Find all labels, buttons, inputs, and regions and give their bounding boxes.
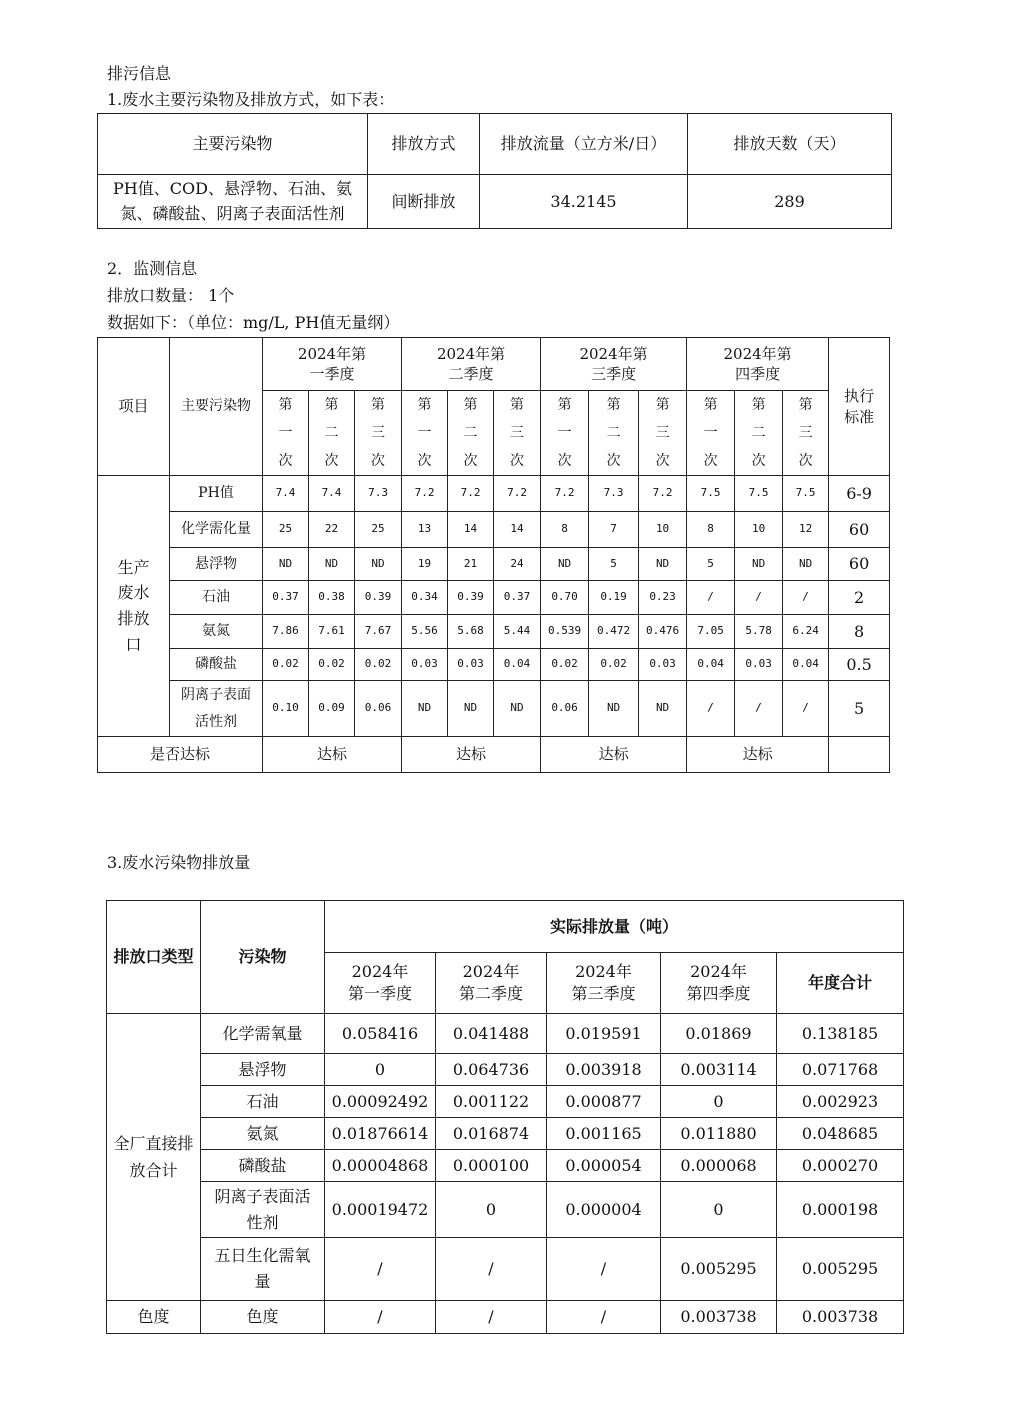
value-cell: 7.5 [735, 476, 783, 512]
header-time-q4-2: 第二次 [735, 391, 783, 476]
pollutant-name: 磷酸盐 [170, 649, 263, 681]
value-cell: / [547, 1238, 661, 1301]
cell-flow: 34.2145 [480, 175, 688, 229]
value-cell: ND [494, 681, 541, 737]
value-cell: 5.78 [735, 615, 783, 649]
header-time-q3-1: 第一次 [541, 391, 589, 476]
standard-cell: 60 [829, 548, 890, 581]
header-item: 项目 [98, 338, 170, 476]
compliance-q1: 达标 [263, 737, 402, 773]
value-cell: 6.24 [783, 615, 829, 649]
table-row [107, 1150, 904, 1182]
value-cell: 0 [325, 1054, 436, 1086]
value-cell: 0.000054 [547, 1150, 661, 1182]
header-annual-total: 年度合计 [777, 953, 904, 1014]
standard-cell: 60 [829, 512, 890, 548]
value-cell: 14 [494, 512, 541, 548]
header-time-q1-2: 第二次 [309, 391, 355, 476]
pollutant-discharge-table [97, 113, 892, 229]
value-cell: 0.04 [783, 649, 829, 681]
value-cell: 0.70 [541, 581, 589, 615]
header-main-pollutant: 主要污染物 [170, 338, 263, 476]
pollutant-name: 氨氮 [170, 615, 263, 649]
value-cell: 5 [589, 548, 639, 581]
pollutant-name: 化学需氧量 [201, 1014, 325, 1054]
value-cell: 13 [402, 512, 448, 548]
value-cell: 0.39 [355, 581, 402, 615]
value-cell: / [325, 1301, 436, 1334]
value-cell: 7.2 [494, 476, 541, 512]
value-cell: 0.005295 [661, 1238, 777, 1301]
standard-cell: 6-9 [829, 476, 890, 512]
outlet-type-group: 全厂直接排放合计 [107, 1014, 201, 1301]
outlet-count: 排放口数量： 1个 [107, 286, 235, 305]
pollutant-name: 氨氮 [201, 1118, 325, 1150]
value-cell: 0.38 [309, 581, 355, 615]
monitoring-table [97, 337, 890, 773]
section3-title: 3.废水污染物排放量 [107, 853, 251, 872]
value-cell: 25 [355, 512, 402, 548]
value-cell: / [783, 581, 829, 615]
standard-cell: 0.5 [829, 649, 890, 681]
value-cell: 0.23 [639, 581, 687, 615]
value-cell: 21 [448, 548, 494, 581]
section1-title: 1.废水主要污染物及排放方式，如下表： [107, 90, 395, 109]
value-cell: 0.37 [263, 581, 309, 615]
header-q4: 2024年第四季度 [661, 953, 777, 1014]
cell-pollutants: PH值、COD、悬浮物、石油、氨氮、磷酸盐、阴离子表面活性剂 [98, 175, 368, 229]
table-row [107, 1301, 904, 1334]
value-cell: 0.34 [402, 581, 448, 615]
value-cell: 7.4 [263, 476, 309, 512]
value-cell: 7.67 [355, 615, 402, 649]
value-cell: 0.016874 [436, 1118, 547, 1150]
compliance-q3: 达标 [541, 737, 687, 773]
header-actual-emission: 实际排放量（吨） [325, 901, 904, 953]
value-cell: ND [402, 681, 448, 737]
value-cell: 12 [783, 512, 829, 548]
header-method: 排放方式 [368, 114, 480, 175]
value-cell: 0.03 [639, 649, 687, 681]
header-time-q2-3: 第三次 [494, 391, 541, 476]
value-cell: 0.019591 [547, 1014, 661, 1054]
header-q2: 2024年第二季度 [402, 338, 541, 391]
value-cell: ND [735, 548, 783, 581]
value-cell: 8 [687, 512, 735, 548]
header-time-q2-1: 第一次 [402, 391, 448, 476]
table-row [107, 1086, 904, 1118]
annual-total-cell: 0.071768 [777, 1054, 904, 1086]
section2-title: 2．监测信息 [107, 259, 198, 278]
value-cell: 7.05 [687, 615, 735, 649]
value-cell: 0.539 [541, 615, 589, 649]
compliance-standard [829, 737, 890, 773]
value-cell: 0.000100 [436, 1150, 547, 1182]
annual-total-cell: 0.048685 [777, 1118, 904, 1150]
value-cell: 0.003738 [661, 1301, 777, 1334]
annual-total-cell: 0.000198 [777, 1182, 904, 1238]
value-cell: 7.3 [355, 476, 402, 512]
value-cell: 0.02 [355, 649, 402, 681]
table-row [107, 1238, 904, 1301]
value-cell: ND [309, 548, 355, 581]
value-cell: 0.03 [402, 649, 448, 681]
value-cell: / [687, 681, 735, 737]
pollutant-name: 悬浮物 [201, 1054, 325, 1086]
header-q4: 2024年第四季度 [687, 338, 829, 391]
value-cell: 10 [639, 512, 687, 548]
value-cell: 0.02 [309, 649, 355, 681]
value-cell: 0.476 [639, 615, 687, 649]
pollutant-name: 石油 [201, 1086, 325, 1118]
value-cell: 0 [661, 1182, 777, 1238]
compliance-q2: 达标 [402, 737, 541, 773]
header-q3: 2024年第三季度 [547, 953, 661, 1014]
value-cell: 7.61 [309, 615, 355, 649]
value-cell: 0.01876614 [325, 1118, 436, 1150]
value-cell: ND [639, 681, 687, 737]
value-cell: / [547, 1301, 661, 1334]
value-cell: / [436, 1238, 547, 1301]
value-cell: 0.10 [263, 681, 309, 737]
value-cell: 10 [735, 512, 783, 548]
header-time-q4-1: 第一次 [687, 391, 735, 476]
value-cell: 7.4 [309, 476, 355, 512]
table-row [107, 1014, 904, 1054]
header-pollutants: 主要污染物 [98, 114, 368, 175]
table-row [107, 1182, 904, 1238]
value-cell: 5.44 [494, 615, 541, 649]
value-cell: 7.86 [263, 615, 309, 649]
annual-total-cell: 0.003738 [777, 1301, 904, 1334]
value-cell: 0.064736 [436, 1054, 547, 1086]
header-standard: 执行标准 [829, 338, 890, 476]
pollutant-name: 石油 [170, 581, 263, 615]
value-cell: 0.04 [494, 649, 541, 681]
table-row [98, 615, 890, 649]
value-cell: 24 [494, 548, 541, 581]
header-q3: 2024年第三季度 [541, 338, 687, 391]
value-cell: 7.2 [541, 476, 589, 512]
header-days: 排放天数（天） [688, 114, 892, 175]
value-cell: 7.5 [783, 476, 829, 512]
header-time-q3-2: 第二次 [589, 391, 639, 476]
value-cell: 0.02 [263, 649, 309, 681]
value-cell: 0.001122 [436, 1086, 547, 1118]
header-time-q3-3: 第三次 [639, 391, 687, 476]
value-cell: 5.56 [402, 615, 448, 649]
pollutant-name: 色度 [201, 1301, 325, 1334]
value-cell: ND [639, 548, 687, 581]
header-time-q2-2: 第二次 [448, 391, 494, 476]
outlet-name: 生产废水排放口 [98, 476, 170, 737]
value-cell: 0.03 [735, 649, 783, 681]
value-cell: / [436, 1301, 547, 1334]
value-cell: 0.000068 [661, 1150, 777, 1182]
standard-cell: 2 [829, 581, 890, 615]
cell-method: 间断排放 [368, 175, 480, 229]
pollutant-name: PH值 [170, 476, 263, 512]
value-cell: / [783, 681, 829, 737]
header-time-q4-3: 第三次 [783, 391, 829, 476]
value-cell: 0.00004868 [325, 1150, 436, 1182]
cell-days: 289 [688, 175, 892, 229]
table-row [107, 1054, 904, 1086]
unit-note: 数据如下：（单位：mg/L, PH值无量纲） [107, 313, 400, 332]
page-heading: 排污信息 [107, 64, 172, 83]
outlet-type-color: 色度 [107, 1301, 201, 1334]
header-time-q1-3: 第三次 [355, 391, 402, 476]
compliance-label: 是否达标 [98, 737, 263, 773]
value-cell: 0.06 [541, 681, 589, 737]
value-cell: 25 [263, 512, 309, 548]
value-cell: 5 [687, 548, 735, 581]
value-cell: 0 [436, 1182, 547, 1238]
value-cell: / [735, 681, 783, 737]
table-row [98, 649, 890, 681]
value-cell: 7.5 [687, 476, 735, 512]
standard-cell: 8 [829, 615, 890, 649]
annual-total-cell: 0.002923 [777, 1086, 904, 1118]
header-q1: 2024年第一季度 [263, 338, 402, 391]
table-row [98, 581, 890, 615]
value-cell: 0.000004 [547, 1182, 661, 1238]
value-cell: 7 [589, 512, 639, 548]
value-cell: ND [541, 548, 589, 581]
value-cell: 19 [402, 548, 448, 581]
pollutant-name: 五日生化需氧量 [201, 1238, 325, 1301]
value-cell: 0.011880 [661, 1118, 777, 1150]
annual-total-cell: 0.000270 [777, 1150, 904, 1182]
value-cell: ND [263, 548, 309, 581]
value-cell: 0.003918 [547, 1054, 661, 1086]
value-cell: 7.3 [589, 476, 639, 512]
table-row [98, 681, 890, 737]
header-outlet-type: 排放口类型 [107, 901, 201, 1014]
value-cell: 7.2 [639, 476, 687, 512]
annual-total-cell: 0.138185 [777, 1014, 904, 1054]
value-cell: 0.041488 [436, 1014, 547, 1054]
value-cell: 7.2 [402, 476, 448, 512]
value-cell: 0.37 [494, 581, 541, 615]
pollutant-name: 悬浮物 [170, 548, 263, 581]
table-row [107, 1118, 904, 1150]
value-cell: 22 [309, 512, 355, 548]
value-cell: ND [448, 681, 494, 737]
header-q2: 2024年第二季度 [436, 953, 547, 1014]
value-cell: 0.001165 [547, 1118, 661, 1150]
value-cell: 0.01869 [661, 1014, 777, 1054]
compliance-q4: 达标 [687, 737, 829, 773]
value-cell: ND [589, 681, 639, 737]
value-cell: 7.2 [448, 476, 494, 512]
value-cell: 14 [448, 512, 494, 548]
value-cell: 0.06 [355, 681, 402, 737]
value-cell: 0.02 [541, 649, 589, 681]
value-cell: / [735, 581, 783, 615]
value-cell: ND [355, 548, 402, 581]
value-cell: 0.04 [687, 649, 735, 681]
value-cell: ND [783, 548, 829, 581]
value-cell: 8 [541, 512, 589, 548]
header-pollutant: 污染物 [201, 901, 325, 1014]
pollutant-name: 化学需化量 [170, 512, 263, 548]
value-cell: / [325, 1238, 436, 1301]
header-q1: 2024年第一季度 [325, 953, 436, 1014]
value-cell: 0.472 [589, 615, 639, 649]
value-cell: 0.058416 [325, 1014, 436, 1054]
annual-total-cell: 0.005295 [777, 1238, 904, 1301]
value-cell: 0 [661, 1086, 777, 1118]
standard-cell: 5 [829, 681, 890, 737]
header-flow: 排放流量（立方米/日） [480, 114, 688, 175]
header-time-q1-1: 第一次 [263, 391, 309, 476]
value-cell: 0.00092492 [325, 1086, 436, 1118]
value-cell: 0.19 [589, 581, 639, 615]
pollutant-name: 阴离子表面活性剂 [201, 1182, 325, 1238]
pollutant-name: 磷酸盐 [201, 1150, 325, 1182]
value-cell: 5.68 [448, 615, 494, 649]
value-cell: 0.003114 [661, 1054, 777, 1086]
emission-amount-table [106, 900, 904, 1334]
table-row [98, 476, 890, 512]
value-cell: 0.39 [448, 581, 494, 615]
value-cell: 0.00019472 [325, 1182, 436, 1238]
value-cell: 0.000877 [547, 1086, 661, 1118]
table-row [98, 512, 890, 548]
value-cell: 0.09 [309, 681, 355, 737]
value-cell: 0.03 [448, 649, 494, 681]
table-row [98, 548, 890, 581]
value-cell: / [687, 581, 735, 615]
value-cell: 0.02 [589, 649, 639, 681]
pollutant-name: 阴离子表面活性剂 [170, 681, 263, 737]
